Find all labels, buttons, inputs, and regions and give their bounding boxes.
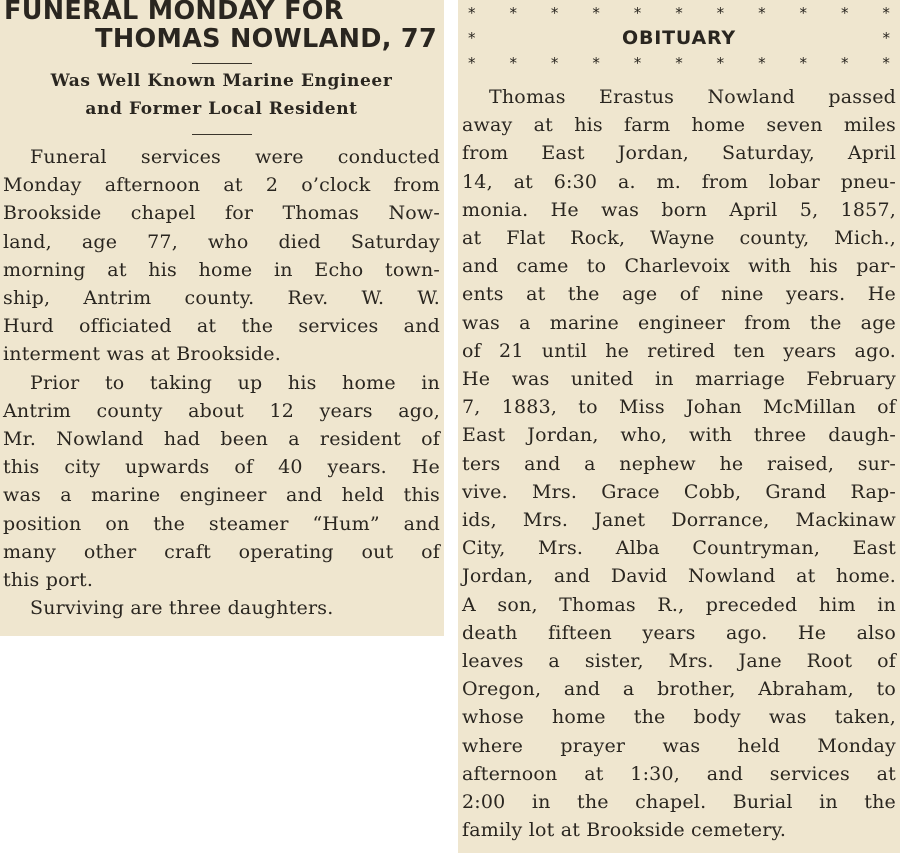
text-line: Mr. Nowland had been a resident of — [3, 428, 440, 451]
text-line: Surviving are three daughters. — [30, 597, 334, 620]
star-ornament: * — [882, 29, 890, 47]
text-line: ters and a nephew he raised, sur- — [462, 452, 896, 475]
text-line: Thomas Erastus Nowland passed — [489, 86, 896, 108]
text-line: was a marine engineer and held this — [3, 484, 440, 507]
text-line: family lot at Brookside cemetery. — [462, 819, 787, 842]
text-line: ents at the age of nine years. He — [462, 283, 896, 306]
text-line: East Jordan, who, with three daugh- — [462, 424, 896, 447]
subheadline — [3, 67, 440, 123]
star-ornament: * — [840, 54, 849, 72]
star-ornament: * — [840, 4, 849, 22]
text-line: vive. Mrs. Grace Cobb, Grand Rap- — [462, 480, 896, 503]
subhead-line-2: and Former Local Resident — [85, 99, 358, 119]
text-line: He was united in marriage February — [462, 368, 896, 391]
text-line: monia. He was born April 5, 1857, — [462, 198, 896, 221]
text-line: Brookside chapel for Thomas Now- — [3, 202, 440, 225]
text-line: 7, 1883, to Miss Johan McMillan of — [462, 396, 896, 419]
text-line: A son, Thomas R., preceded him in — [462, 593, 896, 616]
text-line: from East Jordan, Saturday, April — [462, 142, 896, 165]
text-line: away at his farm home seven miles — [462, 114, 896, 137]
star-ornament: * — [633, 4, 642, 22]
text-line: was a marine engineer from the age — [462, 311, 896, 334]
star-ornament: * — [633, 54, 642, 72]
text-line: ship, Antrim county. Rev. W. W. — [3, 287, 440, 310]
star-ornament: * — [468, 4, 476, 22]
obituary-body — [462, 83, 896, 844]
text-line: this city upwards of 40 years. He — [3, 456, 440, 479]
text-line: land, age 77, who died Saturday — [3, 230, 440, 253]
text-line: this port. — [3, 569, 94, 592]
star-ornament: * — [550, 54, 559, 72]
text-line: morning at his home in Echo town- — [3, 258, 440, 281]
star-border-bottom — [462, 52, 896, 74]
star-ornament: * — [882, 54, 890, 72]
text-line: many other craft operating out of — [3, 540, 440, 563]
text-line: leaves a sister, Mrs. Jane Root of — [462, 650, 896, 673]
star-ornament: * — [799, 54, 807, 72]
text-line: Hurd officiated at the services and — [3, 315, 440, 338]
subhead-line-1: Was Well Known Marine Engineer — [50, 71, 393, 91]
star-ornament: * — [592, 4, 600, 22]
subhead-divider — [192, 134, 252, 135]
star-ornament: * — [882, 4, 890, 22]
star-ornament: * — [716, 54, 725, 72]
text-line: afternoon at 1:30, and services at — [462, 762, 896, 785]
text-line: City, Mrs. Alba Countryman, East — [462, 537, 896, 560]
star-ornament: * — [758, 54, 766, 72]
funeral-notice-clipping — [0, 0, 444, 636]
star-ornament: * — [509, 4, 517, 22]
text-line: interment was at Brookside. — [3, 343, 281, 366]
text-line: 2:00 in the chapel. Burial in the — [462, 791, 896, 814]
text-line: and came to Charlevoix with his par- — [462, 255, 896, 278]
star-ornament: * — [509, 54, 517, 72]
text-line: Oregon, and a brother, Abraham, to — [462, 678, 896, 701]
star-ornament: * — [468, 54, 476, 72]
text-line: Jordan, and David Nowland at home. — [462, 565, 896, 588]
text-line: at Flat Rock, Wayne county, Mich., — [462, 227, 896, 250]
headline-line-2: THOMAS NOWLAND, 77 — [95, 24, 437, 54]
text-line: whose home the body was taken, — [462, 706, 896, 729]
text-line: of 21 until he retired ten years ago. — [462, 339, 896, 362]
star-ornament: * — [675, 54, 683, 72]
text-line: where prayer was held Monday — [462, 734, 896, 757]
funeral-headline — [3, 0, 440, 53]
star-ornament: * — [716, 4, 725, 22]
star-border-top — [462, 2, 896, 24]
star-ornament: * — [592, 54, 600, 72]
text-line: Antrim county about 12 years ago, — [3, 399, 440, 422]
text-line: Prior to taking up his home in — [30, 371, 440, 394]
star-ornament: * — [799, 4, 807, 22]
obituary-title-row — [462, 24, 896, 52]
text-line: position on the steamer “Hum” and — [3, 512, 440, 535]
text-line: death fifteen years ago. He also — [462, 621, 896, 644]
text-line: 14, at 6:30 a. m. from lobar pneu- — [462, 170, 896, 193]
headline-line-1: FUNERAL MONDAY FOR — [4, 0, 344, 26]
funeral-article-body — [3, 143, 440, 622]
star-ornament: * — [675, 4, 683, 22]
star-ornament: * — [468, 29, 476, 47]
star-ornament: * — [758, 4, 766, 22]
star-ornament: * — [550, 4, 559, 22]
obituary-clipping — [458, 0, 900, 853]
headline-divider — [192, 63, 252, 64]
obituary-title: OBITUARY — [622, 27, 736, 49]
text-line: Monday afternoon at 2 o’clock from — [3, 174, 440, 197]
text-line: ids, Mrs. Janet Dorrance, Mackinaw — [462, 509, 896, 532]
text-line: Funeral services were conducted — [30, 146, 440, 168]
